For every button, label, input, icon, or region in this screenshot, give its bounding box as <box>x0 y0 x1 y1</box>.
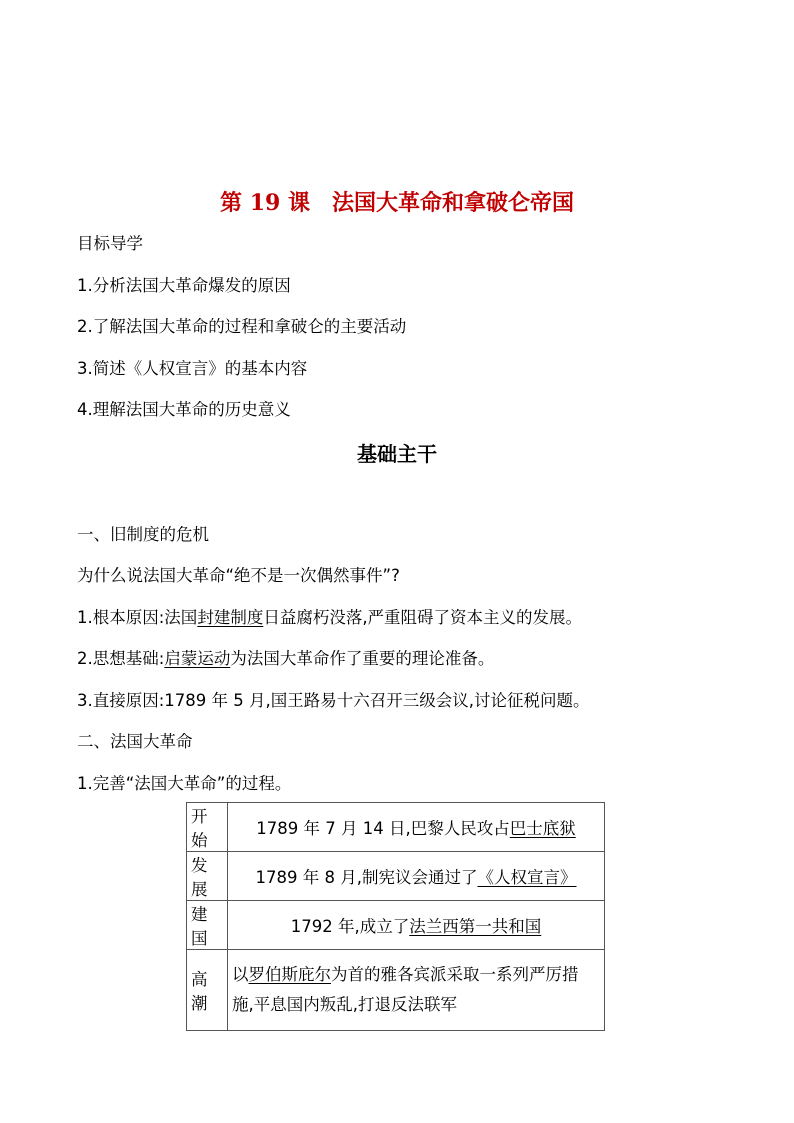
row-text: 以 <box>232 965 249 984</box>
table-row <box>187 803 605 852</box>
lesson-title: 第 19 课 法国大革命和拿破仑帝国 <box>220 190 574 216</box>
revolution-process-table <box>186 802 605 1031</box>
answer-underlined: 启蒙运动 <box>164 649 231 668</box>
cause-suffix: 为法国大革命作了重要的理论准备。 <box>230 649 495 668</box>
row-content <box>228 803 605 852</box>
row-content <box>228 901 605 950</box>
objective-item: 1.分析法国大革命爆发的原因 <box>77 276 291 295</box>
cause-ideological <box>77 647 494 671</box>
answer-underlined: 封建制度 <box>197 608 264 627</box>
part2-task: 1.完善“法国大革命”的过程。 <box>77 774 292 793</box>
row-text: 为首的雅各宾派采取一系列严厉措施,平息国内叛乱,打退反法联军 <box>232 965 579 1014</box>
row-text: 1789 年 7 月 14 日,巴黎人民攻占 <box>256 819 510 838</box>
cause-direct: 3.直接原因:1789 年 5 月,国王路易十六召开三级会议,讨论征税问题。 <box>77 691 590 710</box>
row-content <box>228 852 605 901</box>
objective-item: 4.理解法国大革命的历史意义 <box>77 400 291 419</box>
row-label: 建国 <box>187 901 228 950</box>
cause-prefix: 1.根本原因:法国 <box>77 608 198 627</box>
answer-underlined: 法兰西第一共和国 <box>409 917 542 936</box>
objectives-heading: 目标导学 <box>77 234 143 253</box>
cause-prefix: 2.思想基础: <box>77 649 165 668</box>
section-title: 基础主干 <box>357 442 437 466</box>
row-text: 1789 年 8 月,制宪议会通过了 <box>255 868 478 887</box>
row-content <box>228 950 605 1031</box>
row-label: 发展 <box>187 852 228 901</box>
row-label: 开始 <box>187 803 228 852</box>
row-text: 1792 年,成立了 <box>290 917 410 936</box>
answer-underlined: 巴士底狱 <box>509 819 576 838</box>
row-label: 高潮 <box>187 950 228 1031</box>
part1-heading: 一、旧制度的危机 <box>77 525 209 544</box>
answer-underlined: 罗伯斯庇尔 <box>248 965 331 984</box>
cause-fundamental <box>77 606 582 630</box>
cause-suffix: 日益腐朽没落,严重阻碍了资本主义的发展。 <box>263 608 583 627</box>
answer-underlined: 《人权宣言》 <box>477 868 577 887</box>
table-row <box>187 852 605 901</box>
part2-heading: 二、法国大革命 <box>77 732 193 751</box>
table-row <box>187 950 605 1031</box>
table-row <box>187 901 605 950</box>
part1-question: 为什么说法国大革命“绝不是一次偶然事件”? <box>77 566 400 585</box>
objective-item: 3.简述《人权宣言》的基本内容 <box>77 359 308 378</box>
objective-item: 2.了解法国大革命的过程和拿破仑的主要活动 <box>77 317 407 336</box>
